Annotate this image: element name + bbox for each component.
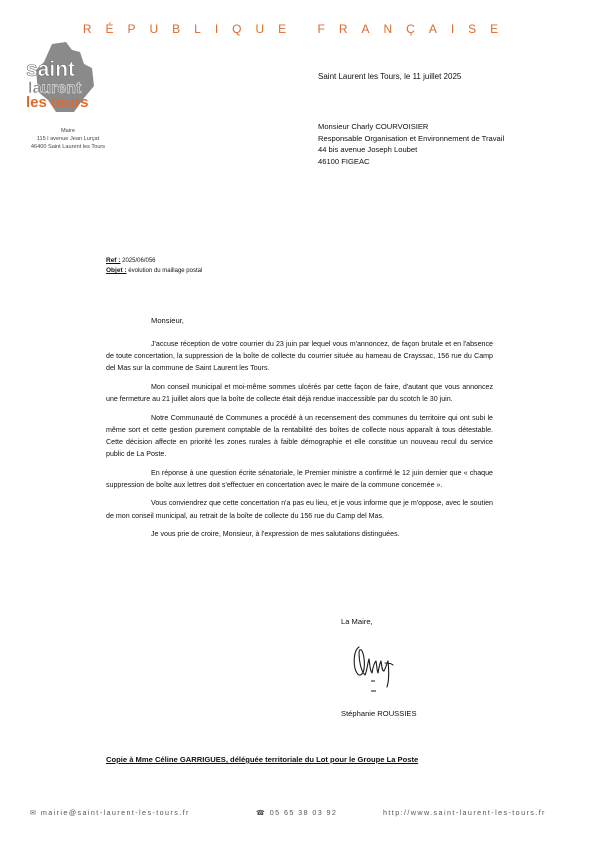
handwritten-signature [349,641,397,695]
reference-block [106,256,202,276]
footer-email[interactable] [30,808,190,817]
republique-header: RÉPUBLIQUE FRANÇAISE [82,22,513,36]
logo-word-les-tours: les tours [26,94,89,111]
recipient-street: 44 bis avenue Joseph Loubet [318,145,418,154]
signature-title: La Maire, [341,617,373,626]
ref-value: 2025/06/056 [122,258,156,264]
phone-icon: ☎ [256,808,267,817]
footer-phone [256,808,337,817]
object-label: Objet : [106,267,127,274]
town-logo [22,40,114,114]
sender-block [14,127,122,151]
copy-line: Copie à Mme Céline GARRIGUES, déléguée territoriale du Lot pour le Groupe La Poste [106,755,419,764]
signatory-name: Stéphanie ROUSSIES [341,709,417,718]
ref-label: Ref : [106,257,121,264]
paragraph: Vous conviendrez que cette concertation n'a pas eu lieu, et je vous informe que je m'oppose, avec le soutien de mon conseil municipal, au retrait de la boîte de collecte du 156 rue du Camp del Mas. [106,499,493,520]
footer-website-text: http://www.saint-laurent-les-tours.fr [383,808,546,817]
paragraph: Notre Communauté de Communes a procédé à un recensement des communes du territoire qui ont subi le même sort et cette gestion purement comptable de la rentabilité des boîtes de collecte nous apparaît à tous détestable. Cette décision affecte en priorité les zones rurales à faible démographie et elle constitue un nouveau recul du service public de La Poste. [106,413,493,458]
date-line: Saint Laurent les Tours, le 11 juillet 2025 [318,72,462,81]
sender-address: 115 l avenue Jean Lurçat [36,136,100,142]
letter-body [106,338,493,547]
recipient-role: Responsable Organisation et Environnement de Travail [318,133,505,143]
logo-word-laurent: laurent [28,80,82,97]
sender-city: 46400 Saint Laurent les Tours [30,144,106,150]
object-value: évolution du maillage postal [128,268,203,274]
footer-phone-text: 05 65 38 03 92 [269,808,338,817]
footer-website[interactable] [383,808,546,817]
recipient-city: 46100 FIGEAC [318,156,370,166]
paragraph: J'accuse réception de votre courrier du 23 juin par lequel vous m'annoncez, de façon brutale et en l'absence de toute concertation, la suppression de la boîte de collecte du courrier située au hameau de Crayssac, 156 rue du Camp del Mas sur la commune de Saint Laurent les Tours. [106,340,493,373]
paragraph: En réponse à une question écrite sénatoriale, le Premier ministre a confirmé le 12 juin dernier que « chaque suppression de boîte aux lettres doit s'effectuer en concertation avec le maire de la commune concernée ». [106,468,493,489]
salutation: Monsieur, [151,316,184,325]
sender-title: Maire [61,128,75,134]
paragraph: Mon conseil municipal et moi-même sommes ulcérés par cette façon de faire, d'autant que vous annoncez une fermeture au 21 juillet alors que la boîte de collecte était déjà rendue inaccessible par du scotch le 30 juin. [106,382,493,403]
paragraph: Je vous prie de croire, Monsieur, à l'expression de mes salutations distinguées. [151,530,400,539]
recipient-block [318,121,518,167]
recipient-name: Monsieur Charly COURVOISIER [318,122,429,131]
footer-email-text: mairie@saint-laurent-les-tours.fr [40,808,190,817]
envelope-icon: ✉ [30,808,38,817]
logo-word-saint: saint [26,58,76,81]
